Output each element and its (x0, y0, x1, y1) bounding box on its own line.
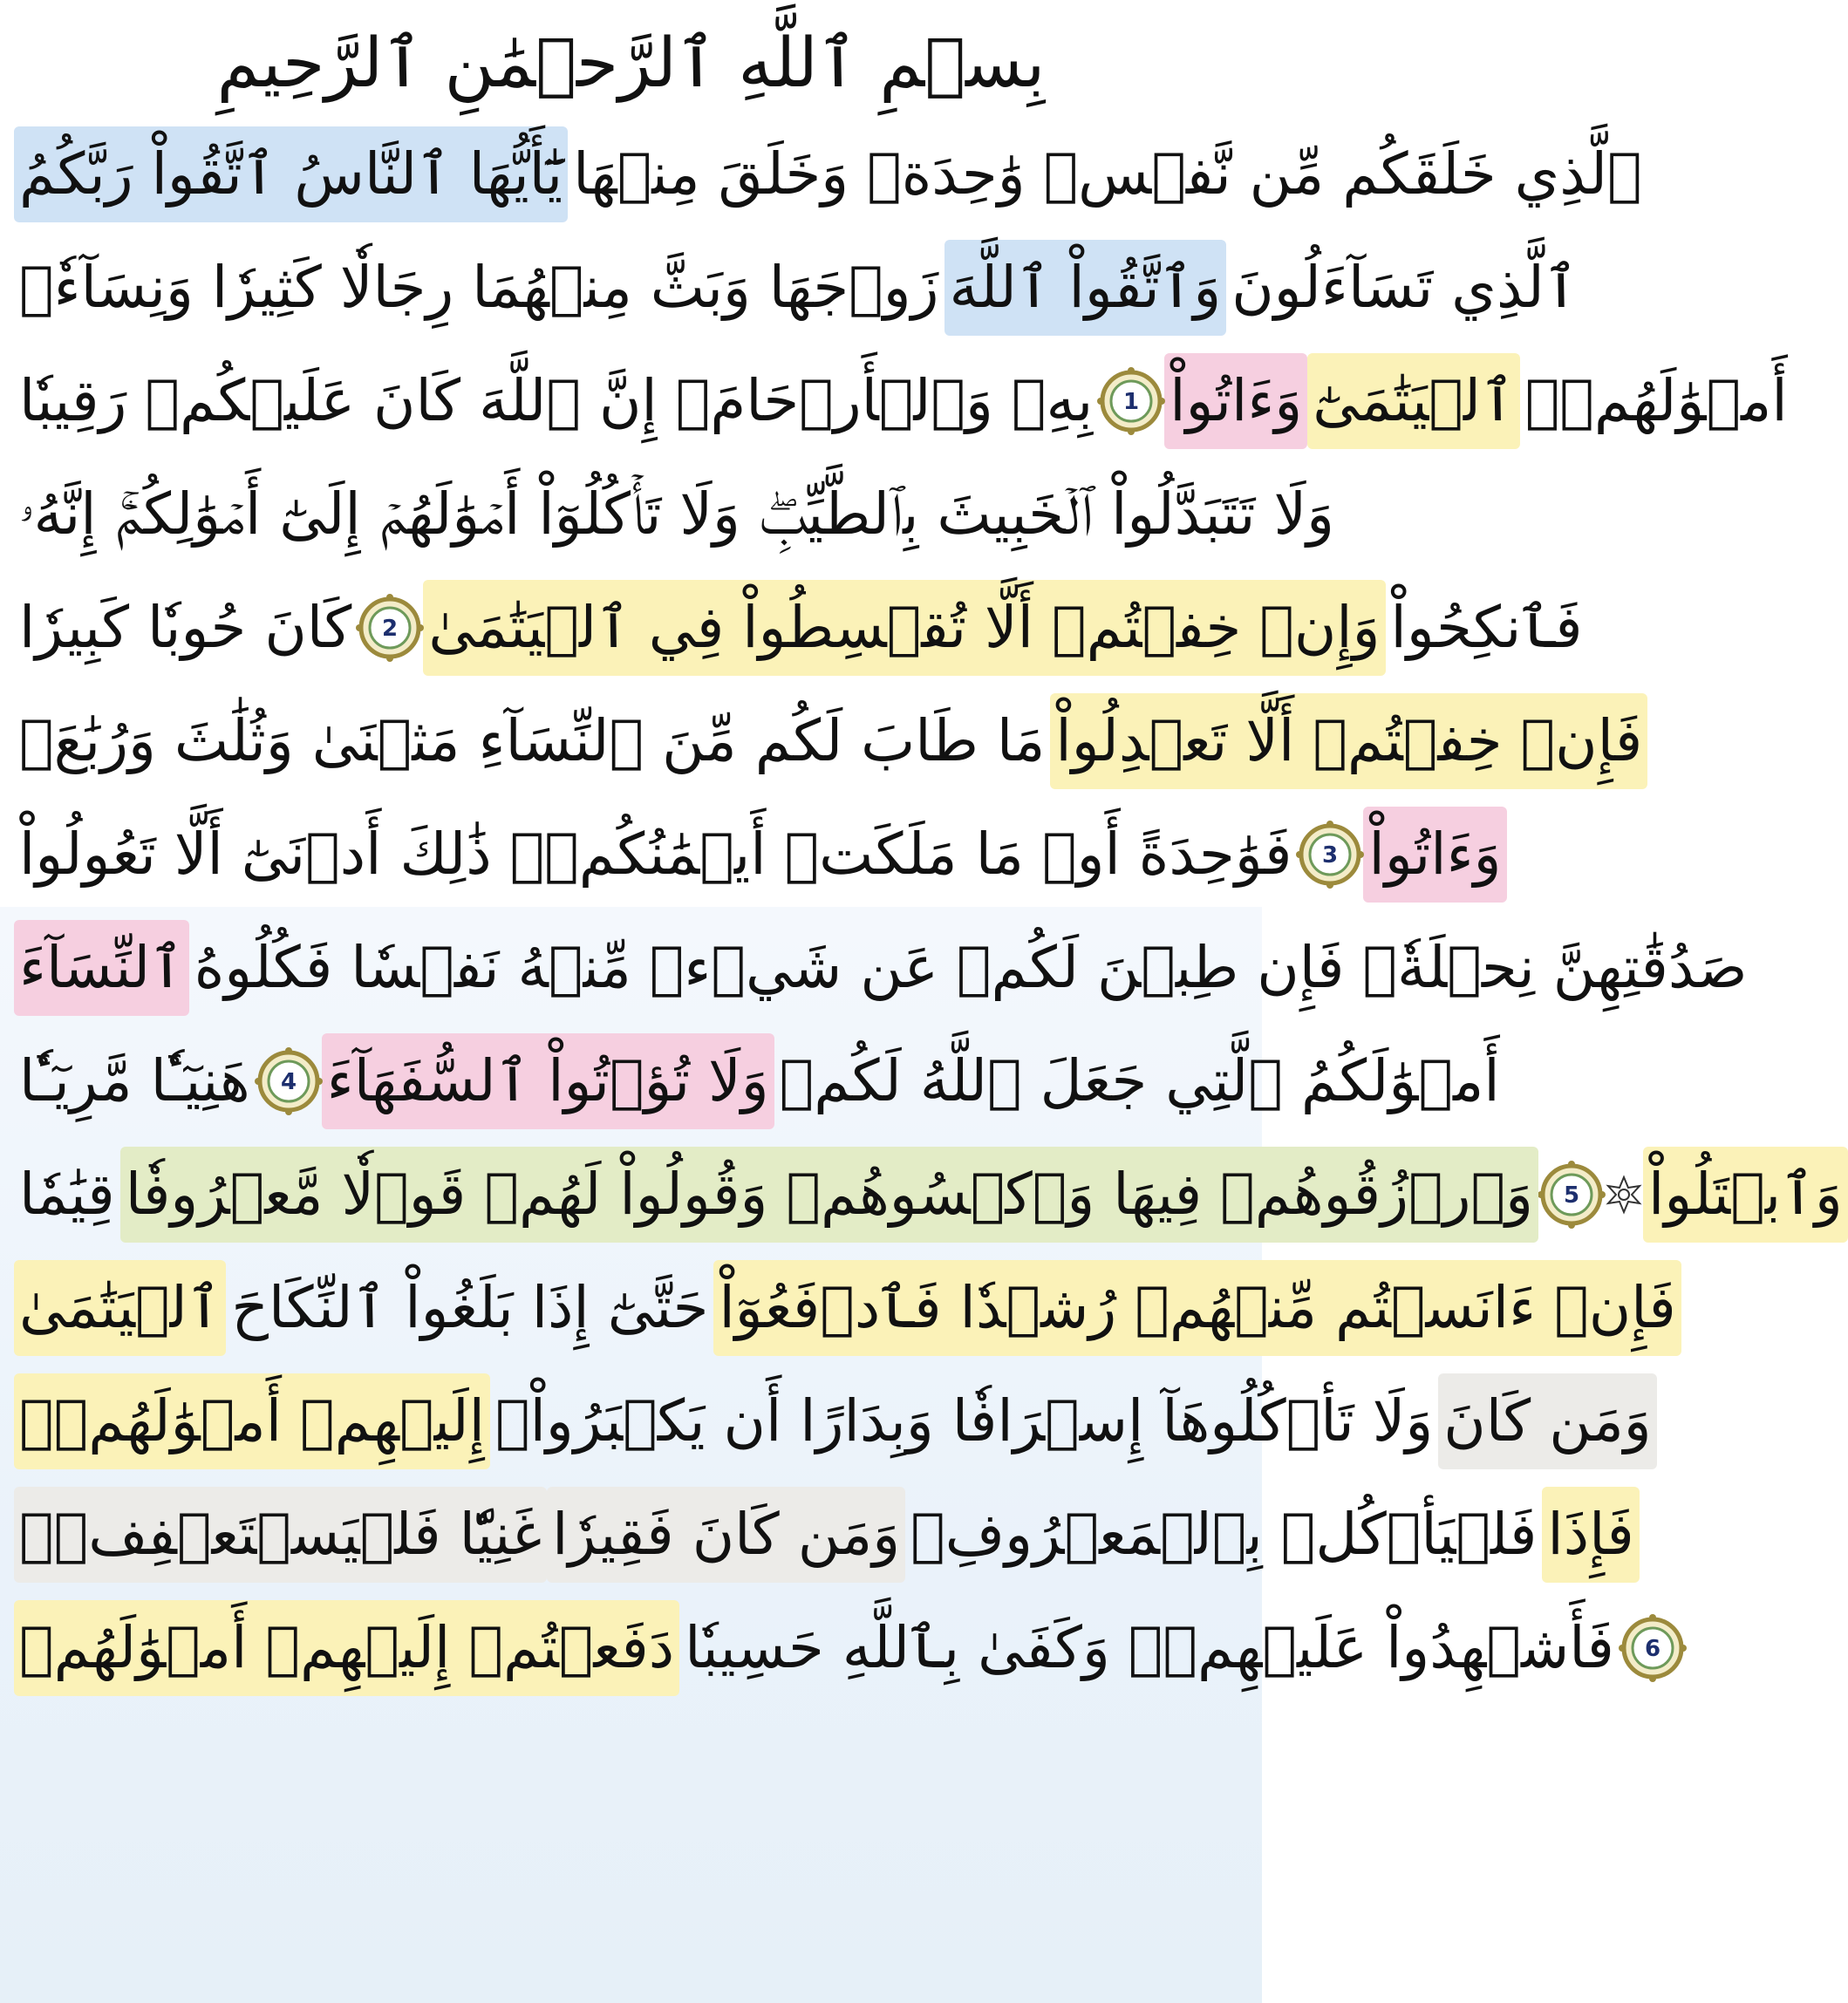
verse-text: فَٱنكِحُواْ (1390, 594, 1583, 661)
ayah-number-marker (256, 1048, 322, 1114)
highlighted-phrase: وَلَا تُؤۡتُواْ ٱلسُّفَهَآءَ (322, 1033, 774, 1129)
verse-text: أَمۡوَٰلَكُمُ ٱلَّتِي جَعَلَ ٱللَّهُ لَكُمۡ (779, 1047, 1500, 1114)
highlighted-phrase: فَإِنۡ ءَانَسۡتُم مِّنۡهُمۡ رُشۡدٗا فَٱدۡفَعُوٓاْ (713, 1260, 1681, 1356)
verse-line (14, 798, 1502, 911)
verse-line (14, 1478, 1634, 1591)
verse-line (14, 1025, 1500, 1138)
verse-line (14, 1365, 1652, 1478)
verse-text: قِيَٰمٗا (19, 1161, 115, 1228)
verse-line (14, 1138, 1843, 1251)
highlighted-phrase: فَإِذَا (1542, 1487, 1639, 1583)
verse-line (14, 911, 1748, 1025)
verse-text: حَتَّىٰٓ إِذَا بَلَغُواْ ٱلنِّكَاحَ (231, 1274, 709, 1341)
highlighted-phrase: وَٱبۡتَلُواْ (1643, 1147, 1848, 1243)
verse-text: فَلۡيَأۡكُلۡ بِٱلۡمَعۡرُوفِۚ (910, 1501, 1538, 1568)
highlighted-phrase: وَٱتَّقُواْ ٱللَّهَ (944, 240, 1227, 336)
verse-text: كَانَ حُوبٗا كَبِيرٗا (19, 594, 352, 661)
highlighted-phrase: فَإِنۡ خِفۡتُمۡ أَلَّا تَعۡدِلُواْ (1050, 693, 1647, 789)
highlighted-phrase: وَءَاتُواْ (1363, 807, 1506, 903)
ayah-number-marker (1098, 368, 1164, 434)
verse-text: زَوۡجَهَا وَبَثَّ مِنۡهُمَا رِجَالٗا كَثِيرٗا وَنِسَآءٗۚ (19, 254, 939, 321)
verse-text: فَوَٰحِدَةً أَوۡ مَا مَلَكَتۡ أَيۡمَٰنُكُمۡۚ ذَٰلِكَ أَدۡنَىٰٓ أَلَّا تَعُولُواْ (19, 821, 1292, 888)
verse-text: فَأَشۡهِدُواْ عَلَيۡهِمۡۚ وَكَفَىٰ بِٱللَّهِ حَسِيبٗا (685, 1614, 1614, 1681)
verse-line (14, 458, 1334, 571)
verse-line (14, 1251, 1676, 1365)
highlighted-phrase: إِلَيۡهِمۡ أَمۡوَٰلَهُمۡۖ (14, 1373, 490, 1469)
highlighted-phrase: ٱلۡيَتَٰمَىٰٓ (1307, 353, 1519, 449)
highlighted-phrase: وَءَاتُواْ (1164, 353, 1307, 449)
highlighted-phrase: غَنِيّٗا فَلۡيَسۡتَعۡفِفۡۖ (14, 1487, 547, 1583)
verse-line (14, 118, 1642, 231)
highlighted-phrase: وَٱرۡزُقُوهُمۡ فِيهَا وَٱكۡسُوهُمۡ وَقُولُواْ لَهُمۡ قَوۡلٗا مَّعۡرُوفٗا (120, 1147, 1538, 1243)
verse-line (14, 571, 1583, 685)
ayah-number-marker (1538, 1162, 1605, 1228)
verse-text: ٱلَّذِي تَسَآءَلُونَ (1231, 254, 1579, 321)
basmala-heading: بِسۡمِ ٱللَّهِ ٱلرَّحۡمَٰنِ ٱلرَّحِيمِ (216, 24, 1046, 103)
ayah-number: 6 (1644, 1636, 1660, 1662)
highlighted-phrase: وَمَن كَانَ (1438, 1373, 1656, 1469)
ayah-number: 1 (1123, 389, 1140, 415)
ayah-number: 2 (382, 616, 399, 642)
verse-text: صَدُقَٰتِهِنَّ نِحۡلَةٗۚ فَإِن طِبۡنَ لَكُمۡ عَن شَيۡءٖ مِّنۡهُ نَفۡسٗا فَكُلُوهُ (194, 934, 1748, 1001)
highlighted-phrase: دَفَعۡتُمۡ إِلَيۡهِمۡ أَمۡوَٰلَهُمۡ (14, 1600, 679, 1696)
verse-text: أَمۡوَٰلَهُمۡۖ (1524, 367, 1788, 434)
verse-text: مَا طَابَ لَكُم مِّنَ ٱلنِّسَآءِ مَثۡنَىٰ وَثُلَٰثَ وَرُبَٰعَۖ (19, 707, 1046, 774)
highlighted-phrase: ٱلنِّسَآءَ (14, 920, 189, 1016)
verse-text: بِهِۦ وَٱلۡأَرۡحَامَۚ إِنَّ ٱللَّهَ كَانَ عَلَيۡكُمۡ رَقِيبٗا (19, 367, 1094, 434)
ayah-number-marker (357, 595, 423, 661)
highlighted-phrase: وَمَن كَانَ فَقِيرٗا (547, 1487, 905, 1583)
verse-line (14, 231, 1579, 344)
rub-el-hizb-star-icon (1605, 1175, 1643, 1214)
ayah-number-marker (1297, 821, 1363, 888)
highlighted-phrase: وَإِنۡ خِفۡتُمۡ أَلَّا تُقۡسِطُواْ فِي ٱلۡيَتَٰمَىٰ (423, 580, 1385, 676)
verse-text: ٱلَّذِي خَلَقَكُم مِّن نَّفۡسٖ وَٰحِدَةٖ وَخَلَقَ مِنۡهَا (573, 140, 1642, 208)
verse-text: وَلَا تَأۡكُلُوهَآ إِسۡرَافٗا وَبِدَارًا أَن يَكۡبَرُواْۚ (494, 1387, 1434, 1455)
verse-line (14, 1591, 1660, 1705)
verse-line (14, 685, 1643, 798)
ayah-number-marker (1620, 1615, 1686, 1681)
ayah-number: 4 (280, 1069, 297, 1095)
ayah-number: 3 (1322, 842, 1339, 869)
highlighted-phrase: يَٰٓأَيُّهَا ٱلنَّاسُ ٱتَّقُواْ رَبَّكُمُ (14, 126, 568, 222)
verse-text: وَلَا تَتَبَدَّلُواْ ٱلۡخَبِيثَ بِٱلطَّيِّبِۖ وَلَا تَأۡكُلُوٓاْ أَمۡوَٰلَهُمۡ إِلَىٰٓ أَمۡوَٰلِكُمۡۚ إِنَّهُۥ (19, 480, 1334, 548)
ayah-number: 5 (1563, 1182, 1580, 1209)
verse-line (14, 344, 1788, 458)
verse-text: هَنِيٓـٔٗا مَّرِيٓـٔٗا (19, 1047, 250, 1114)
highlighted-phrase: ٱلۡيَتَٰمَىٰ (14, 1260, 226, 1356)
